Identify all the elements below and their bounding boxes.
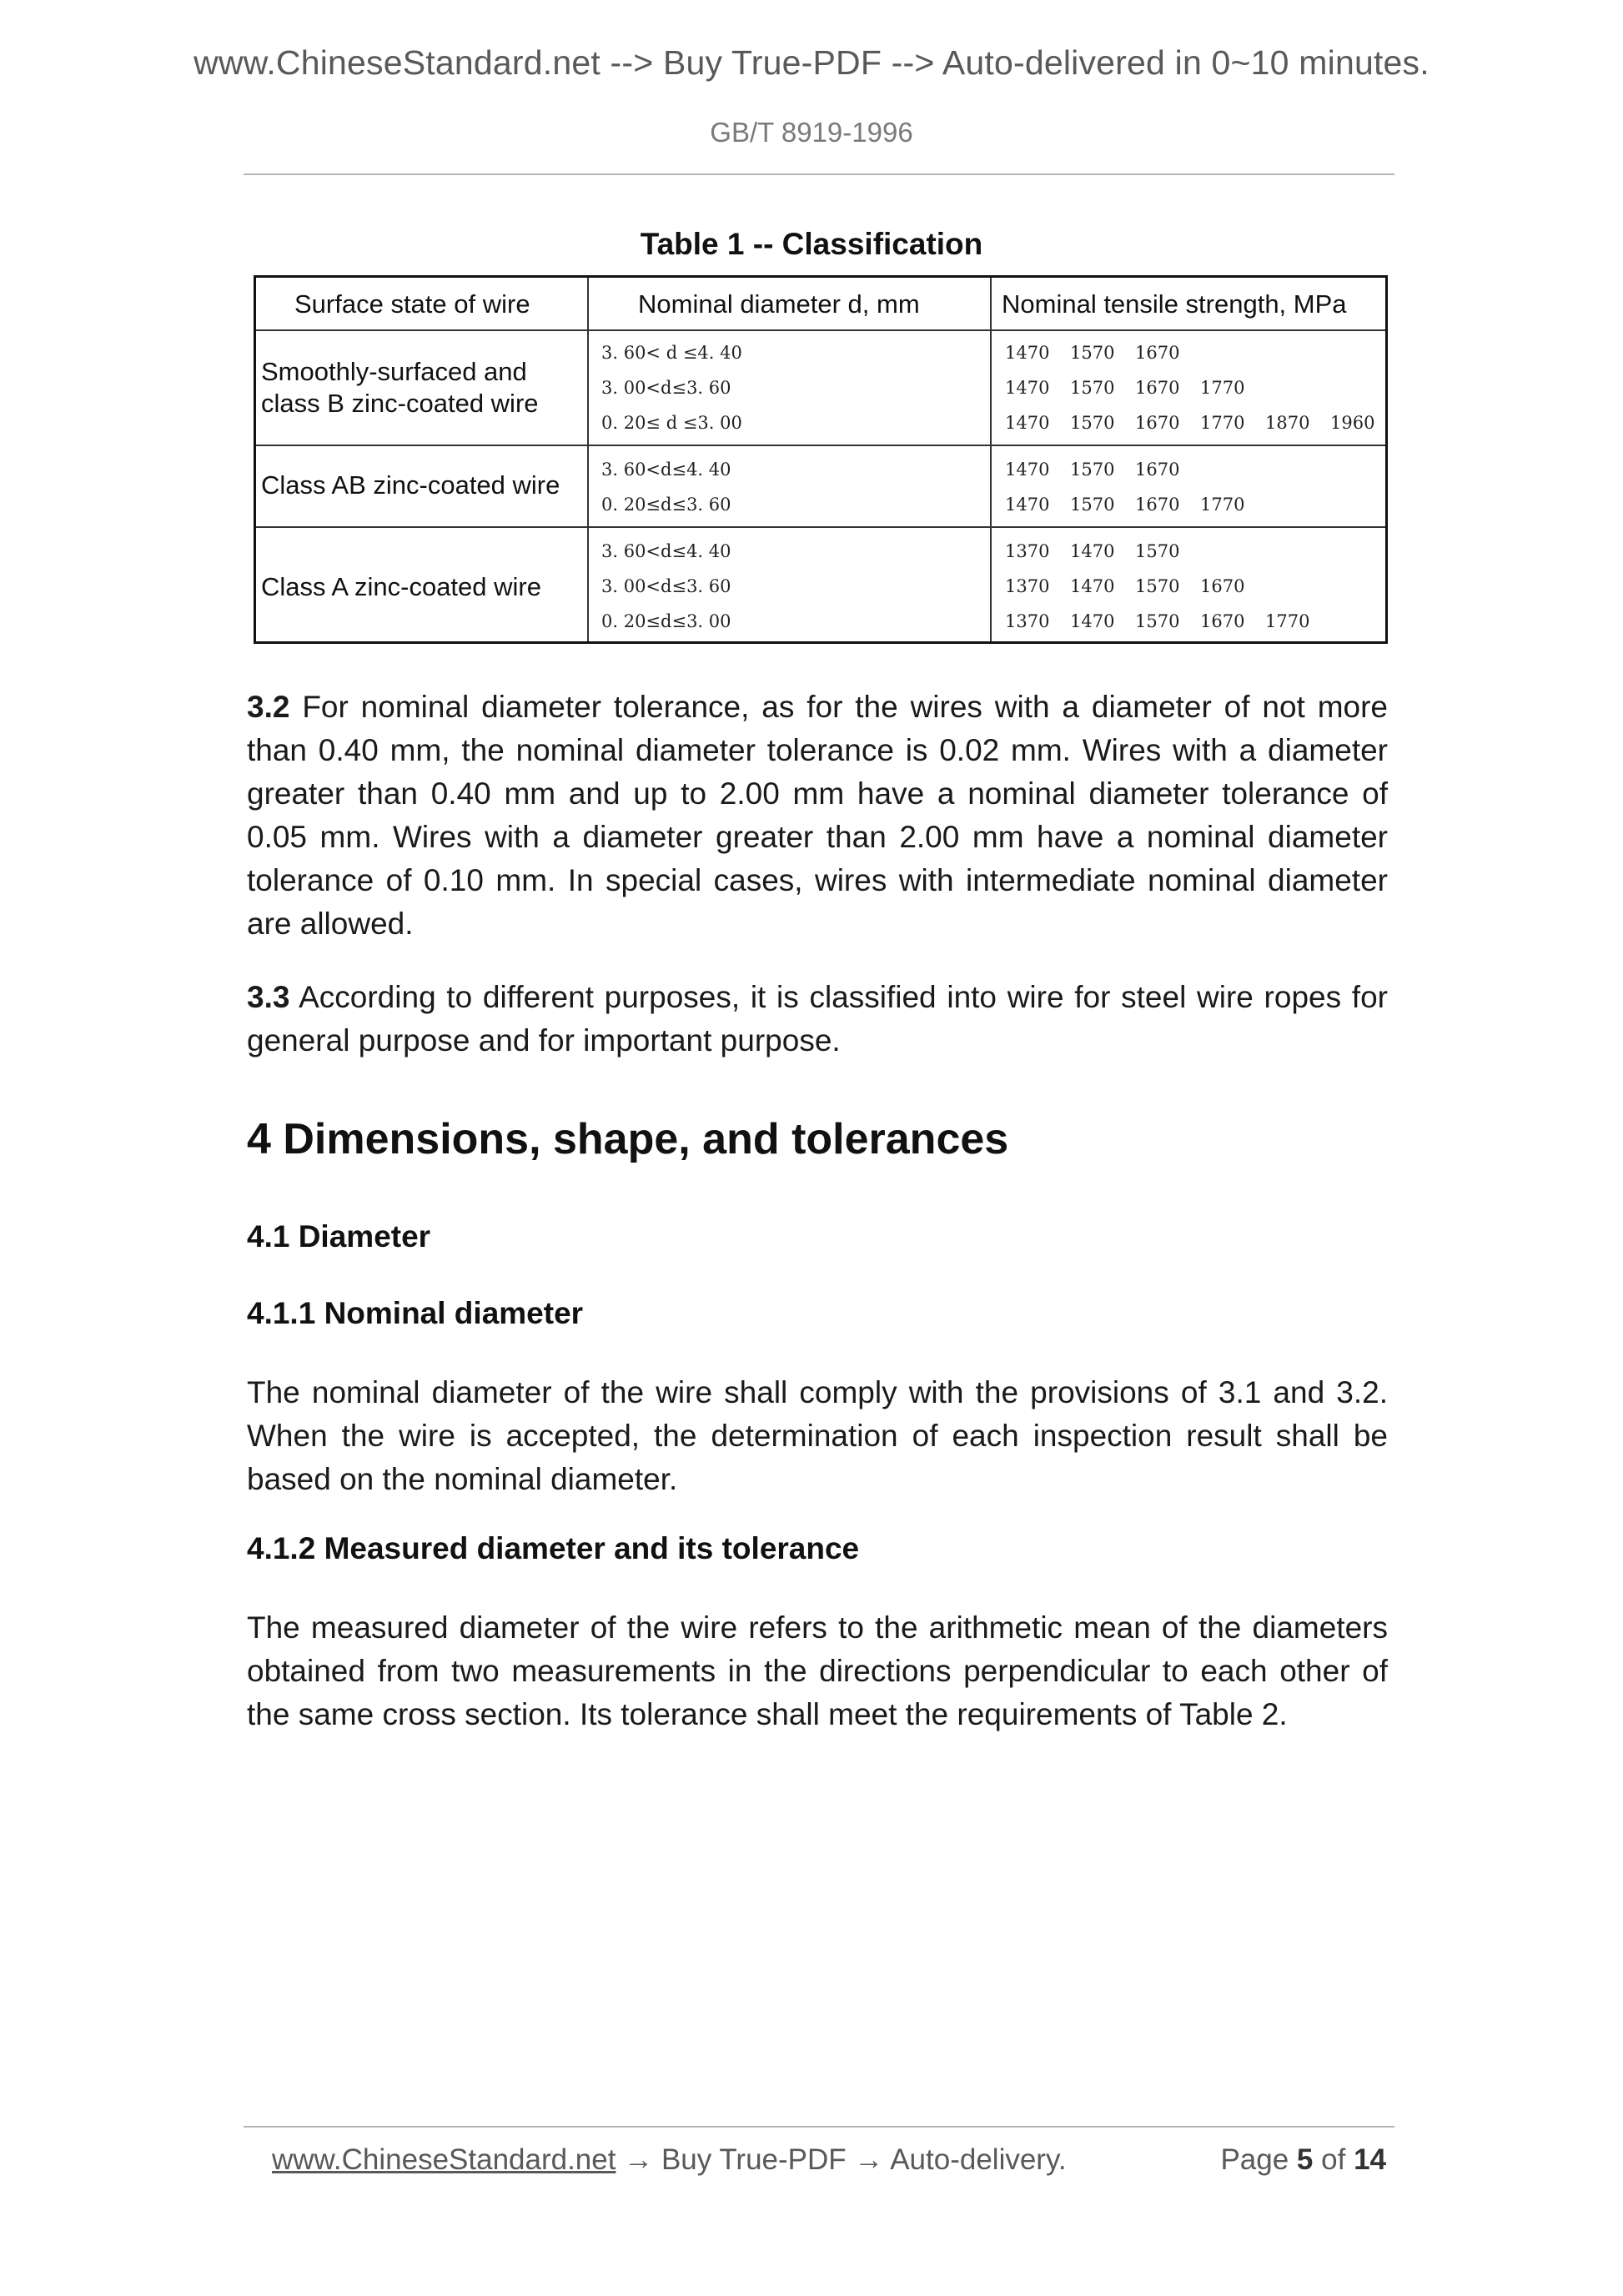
surface-state-line: Smoothly-surfaced and bbox=[261, 357, 527, 386]
strength-value: 1670 bbox=[1135, 460, 1180, 480]
diameter-range: 0. 20≤d≤3. 00 bbox=[601, 611, 731, 631]
strength-value: 1770 bbox=[1265, 611, 1310, 631]
section-4-1-2-heading: 4.1.2 Measured diameter and its tolerance bbox=[247, 1531, 860, 1565]
strength-value: 1470 bbox=[1070, 541, 1115, 561]
header-surface-state: Surface state of wire bbox=[294, 289, 530, 319]
strength-row bbox=[1005, 343, 1200, 363]
strength-value: 1470 bbox=[1005, 343, 1050, 363]
diameter-range: 3. 00<d≤3. 60 bbox=[601, 378, 731, 398]
footer-links bbox=[272, 2143, 1067, 2177]
header-nominal-diameter: Nominal diameter d, mm bbox=[638, 289, 920, 319]
table-divider bbox=[256, 526, 1385, 528]
strength-value: 1470 bbox=[1005, 378, 1050, 398]
diameter-range: 3. 60<d≤4. 40 bbox=[601, 541, 731, 561]
strength-value: 1670 bbox=[1135, 343, 1180, 363]
footer-divider bbox=[244, 2126, 1394, 2128]
section-4-1-heading: 4.1 Diameter bbox=[247, 1219, 431, 1254]
strength-value: 1570 bbox=[1135, 541, 1180, 561]
table-divider bbox=[587, 278, 589, 641]
table-divider bbox=[256, 329, 1385, 331]
strength-row bbox=[1005, 460, 1200, 480]
top-banner: www.ChineseStandard.net --> Buy True-PDF --> Auto-delivered in 0~10 minutes. bbox=[193, 43, 1430, 82]
strength-value: 1670 bbox=[1135, 413, 1180, 433]
diameter-range: 3. 00<d≤3. 60 bbox=[601, 576, 731, 596]
surface-state-cell bbox=[261, 571, 541, 603]
strength-value: 1670 bbox=[1200, 576, 1245, 596]
diameter-range: 3. 60<d≤4. 40 bbox=[601, 460, 731, 480]
strength-value: 1370 bbox=[1005, 576, 1050, 596]
paragraph-3-2 bbox=[247, 686, 1388, 946]
strength-value: 1570 bbox=[1070, 460, 1115, 480]
section-number: 3.3 bbox=[247, 980, 290, 1014]
surface-state-cell bbox=[261, 470, 560, 501]
table-divider bbox=[256, 445, 1385, 446]
strength-value: 1370 bbox=[1005, 541, 1050, 561]
arrow-icon: → bbox=[854, 2143, 884, 2176]
arrow-icon: → bbox=[624, 2143, 654, 2176]
diameter-range: 3. 60< d ≤4. 40 bbox=[601, 343, 742, 363]
section-4-1-1-heading: 4.1.1 Nominal diameter bbox=[247, 1296, 584, 1330]
classification-table bbox=[254, 275, 1388, 644]
section-4-heading: 4 Dimensions, shape, and tolerances bbox=[247, 1115, 1009, 1163]
strength-value: 1870 bbox=[1265, 413, 1310, 433]
surface-state-line: class B zinc-coated wire bbox=[261, 389, 539, 418]
strength-value: 1770 bbox=[1200, 378, 1245, 398]
header-tensile-strength: Nominal tensile strength, MPa bbox=[1002, 289, 1347, 319]
paragraph-text: For nominal diameter tolerance, as for the wires with a diameter of not more than 0.40 mm, the nominal diameter tolerance is 0.02 mm. Wires with a diameter greater than 0.40 mm and up to 2.00 mm have a nominal diameter tolerance of 0.05 mm. Wires with a diameter greater than 2.00 mm have a nominal diameter tolerance of 0.10 mm. In special cases, wires with intermediate nominal diameter are allowed. bbox=[247, 690, 1389, 941]
strength-value: 1370 bbox=[1005, 611, 1050, 631]
diameter-range: 0. 20≤d≤3. 60 bbox=[601, 495, 731, 515]
strength-value: 1570 bbox=[1070, 378, 1115, 398]
strength-value: 1570 bbox=[1135, 576, 1180, 596]
page-label: Page bbox=[1220, 2143, 1289, 2176]
header-divider bbox=[244, 173, 1394, 175]
surface-state-line: Class A zinc-coated wire bbox=[261, 572, 541, 601]
paragraph-3-3 bbox=[247, 976, 1388, 1063]
footer-delivery-text: Auto-delivery. bbox=[890, 2143, 1067, 2176]
strength-value: 1670 bbox=[1200, 611, 1245, 631]
strength-value: 1470 bbox=[1005, 495, 1050, 515]
total-pages: 14 bbox=[1354, 2143, 1386, 2176]
strength-row bbox=[1005, 495, 1265, 515]
strength-value: 1770 bbox=[1200, 495, 1245, 515]
of-label: of bbox=[1321, 2143, 1346, 2176]
strength-value: 1470 bbox=[1070, 576, 1115, 596]
surface-state-line: Class AB zinc-coated wire bbox=[261, 470, 560, 500]
strength-value: 1570 bbox=[1135, 611, 1180, 631]
paragraph-4-1-1: The nominal diameter of the wire shall comply with the provisions of 3.1 and 3.2. When the wire is accepted, the determination of each inspection result shall be based on the nominal diameter. bbox=[247, 1375, 1388, 1496]
table-caption: Table 1 -- Classification bbox=[640, 227, 983, 261]
table-divider bbox=[990, 278, 992, 641]
strength-value: 1670 bbox=[1135, 378, 1180, 398]
strength-row bbox=[1005, 576, 1265, 596]
strength-value: 1570 bbox=[1070, 413, 1115, 433]
strength-value: 1670 bbox=[1135, 495, 1180, 515]
document-code: GB/T 8919-1996 bbox=[710, 117, 913, 148]
strength-value: 1960 bbox=[1330, 413, 1375, 433]
strength-row bbox=[1005, 413, 1395, 433]
current-page: 5 bbox=[1296, 2143, 1314, 2176]
footer-site-link[interactable]: www.ChineseStandard.net bbox=[272, 2143, 616, 2176]
strength-value: 1470 bbox=[1005, 413, 1050, 433]
section-number: 3.2 bbox=[247, 690, 290, 724]
strength-value: 1570 bbox=[1070, 495, 1115, 515]
strength-value: 1770 bbox=[1200, 413, 1245, 433]
strength-value: 1470 bbox=[1005, 460, 1050, 480]
paragraph-text: According to different purposes, it is classified into wire for steel wire ropes for general purpose and for important purpose. bbox=[247, 980, 1388, 1058]
diameter-range: 0. 20≤ d ≤3. 00 bbox=[601, 413, 742, 433]
footer-buy-text: Buy True-PDF bbox=[661, 2143, 847, 2176]
strength-value: 1570 bbox=[1070, 343, 1115, 363]
strength-value: 1470 bbox=[1070, 611, 1115, 631]
strength-row bbox=[1005, 611, 1330, 631]
page-number bbox=[1220, 2143, 1386, 2177]
paragraph-4-1-2: The measured diameter of the wire refers to the arithmetic mean of the diameters obtained from two measurements in the directions perpendicular to each other of the same cross section. Its tolerance shall meet the requirements of Table 2. bbox=[247, 1610, 1388, 1731]
surface-state-cell bbox=[261, 356, 539, 420]
strength-row bbox=[1005, 541, 1200, 561]
strength-row bbox=[1005, 378, 1265, 398]
